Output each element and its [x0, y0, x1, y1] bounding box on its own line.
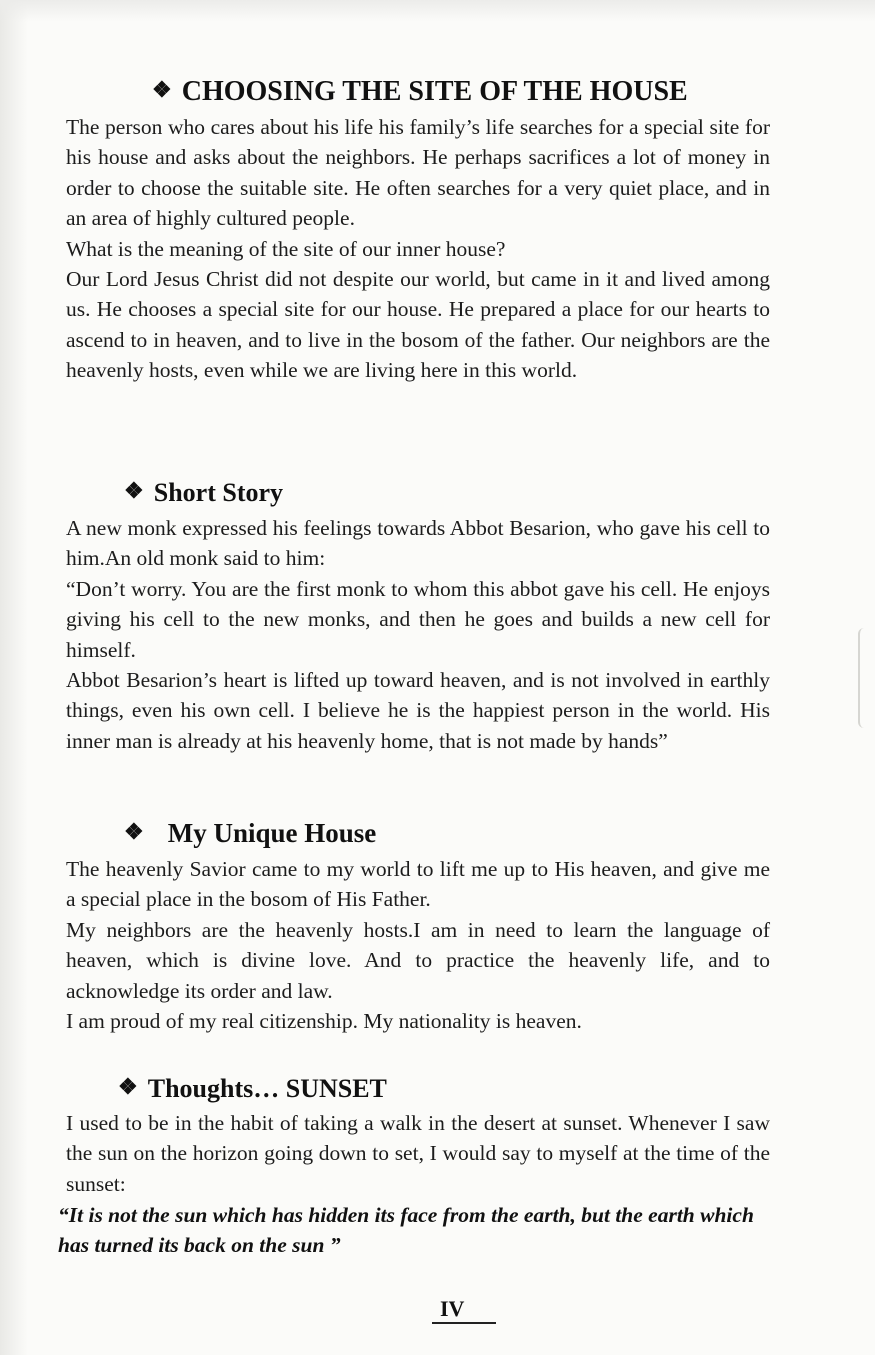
heading-text: My Unique House: [167, 818, 377, 848]
section-body-short-story: [66, 513, 770, 756]
section-body-sunset: [66, 1108, 770, 1199]
heading-text: Thoughts… SUNSET: [147, 1074, 387, 1103]
page-number: IV: [440, 1296, 465, 1321]
paragraph: I am proud of my real citizenship. My nationality is heaven.: [66, 1009, 582, 1034]
page-top-shadow: [0, 0, 875, 22]
section-body-site: [66, 112, 770, 386]
paragraph: My neighbors are the heavenly hosts.I am in need to learn the language of heaven, which is divine love. And to practice the heavenly life, and to acknowledge its order and law.: [66, 917, 770, 1003]
paragraph: The person who cares about his life his family’s life searches for a special site for his house and asks about the neighbors. He perhaps sacrifices a lot of money in order to choose the suitable site. He often searches for a very quiet place, and in an area of highly cultured people.: [66, 115, 770, 231]
diamond-bullet-icon: ❖: [118, 1074, 138, 1099]
page-number-underline: [432, 1322, 496, 1324]
section-heading-site: [152, 76, 688, 108]
heading-text: Short Story: [153, 478, 284, 507]
section-heading-sunset: [118, 1074, 387, 1104]
page-edge-shadow: [0, 0, 28, 1355]
paragraph: What is the meaning of the site of our inner house?: [66, 236, 506, 261]
paragraph: “Don’t worry. You are the first monk to whom this abbot gave his cell. He enjoys giving his cell to the new monks, and then he goes and builds a new cell for himself.: [66, 576, 770, 662]
quote-text: “It is not the sun which has hidden its face from the earth, but the earth which has turned its back on the sun ”: [58, 1203, 754, 1257]
paragraph: The heavenly Savior came to my world to lift me up to His heaven, and give me a special place in the bosom of His Father.: [66, 857, 770, 912]
paragraph: I used to be in the habit of taking a walk in the desert at sunset. Whenever I saw the sun on the horizon going down to set, I would say to myself at the time of the sunset:: [66, 1111, 770, 1196]
section-body-unique-house: [66, 854, 770, 1036]
diamond-bullet-icon: ❖: [152, 77, 172, 102]
diamond-bullet-icon: ❖: [124, 478, 144, 503]
binding-mark: [858, 628, 872, 728]
sunset-quote: [58, 1200, 778, 1260]
paragraph: Abbot Besarion’s heart is lifted up toward heaven, and is not involved in earthly things, even his own cell. I believe he is the happiest person in the world. His inner man is already at his heavenly home, that is not made by hands”: [66, 668, 770, 753]
paragraph: A new monk expressed his feelings towards Abbot Besarion, who gave his cell to him.An old monk said to him:: [66, 516, 770, 571]
section-heading-short-story: [124, 478, 283, 508]
section-heading-unique-house: [124, 818, 376, 849]
heading-text: CHOOSING THE SITE OF THE HOUSE: [181, 76, 688, 107]
paragraph: Our Lord Jesus Christ did not despite our world, but came in it and lived among us. He chooses a special site for our house. He prepared a place for our hearts to ascend to in heaven, and to live in the bosom of the father. Our neighbors are the heavenly hosts, even while we are living here in this world.: [66, 267, 770, 383]
diamond-bullet-icon: ❖: [124, 819, 144, 844]
